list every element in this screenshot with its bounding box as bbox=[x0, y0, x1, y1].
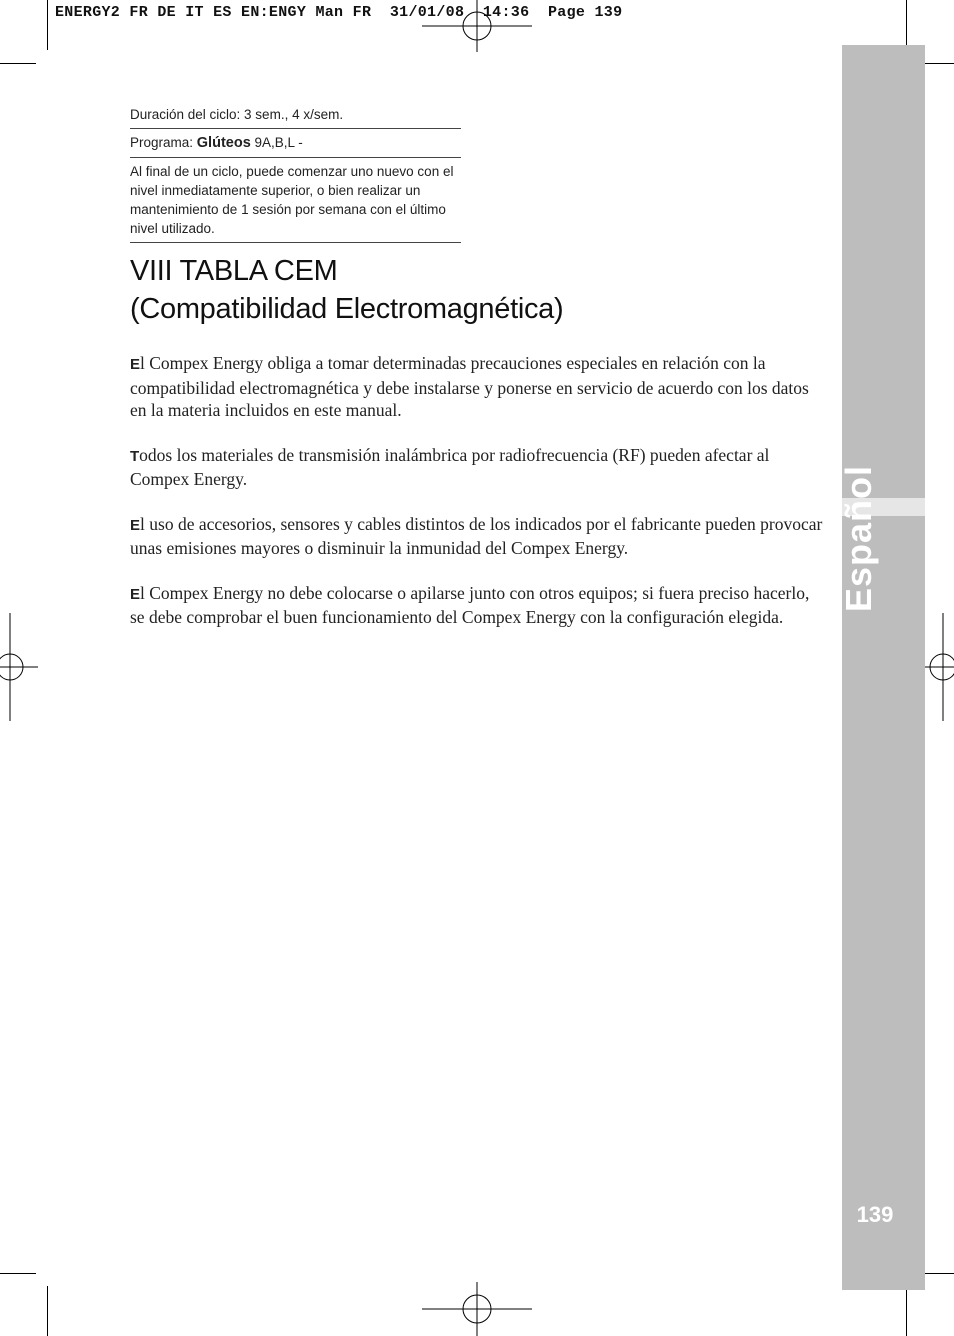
paragraph-text: odos los materiales de transmisión inalámbrica por radiofrecuencia (RF) pueden afectar al Compex Energy. bbox=[130, 444, 770, 489]
program-row bbox=[130, 129, 461, 158]
program-name: Glúteos bbox=[196, 135, 251, 151]
paragraph-text: l Compex Energy no debe colocarse o apilarse junto con otros equipos; si fuera preciso hacerlo, se debe comprobar el buen funcionamiento del Compex Energy con la configuración elegida. bbox=[130, 582, 810, 627]
paragraph bbox=[130, 352, 825, 422]
crop-mark bbox=[0, 1273, 36, 1274]
paragraph-initial: T bbox=[130, 447, 140, 465]
language-label: Español bbox=[838, 464, 879, 612]
section-heading-line-1: VIII TABLA CEM bbox=[130, 255, 338, 287]
registration-mark-icon bbox=[0, 613, 38, 721]
program-label: Programa: bbox=[130, 135, 197, 150]
paragraph bbox=[130, 582, 825, 629]
crop-mark bbox=[906, 1286, 907, 1336]
page-number: 139 bbox=[856, 1202, 894, 1227]
language-side-tab bbox=[842, 45, 925, 1290]
registration-mark-icon bbox=[422, 0, 532, 52]
crop-mark bbox=[0, 63, 36, 64]
crop-mark bbox=[47, 1286, 48, 1336]
paragraph-initial: E bbox=[130, 585, 141, 603]
paragraph bbox=[130, 444, 825, 491]
program-info-box bbox=[130, 104, 461, 243]
section-heading-line-2: (Compatibilidad Electromagnética) bbox=[130, 293, 564, 325]
crop-mark bbox=[47, 0, 48, 50]
cycle-duration: Duración del ciclo: 3 sem., 4 x/sem. bbox=[130, 104, 461, 129]
paragraph-text: l Compex Energy obliga a tomar determinadas precauciones especiales en relación con la compatibilidad electromagnética y debe instalarse y ponerse en servicio de acuerdo con los datos en la materia incluidos en este manual. bbox=[130, 353, 809, 420]
section-heading bbox=[130, 252, 810, 328]
cycle-note: Al final de un ciclo, puede comenzar uno nuevo con el nivel inmediatamente superior, o bien realizar un mantenimiento de 1 sesión por semana con el último nivel utilizado. bbox=[130, 158, 461, 243]
registration-mark-icon bbox=[422, 1282, 532, 1336]
body-text bbox=[130, 352, 825, 651]
print-slug: ENERGY2 FR DE IT ES EN:ENGY Man FR 31/01/08 14:36 Page 139 bbox=[55, 4, 623, 21]
paragraph-initial: E bbox=[130, 356, 141, 373]
crop-mark bbox=[906, 0, 907, 50]
paragraph bbox=[130, 513, 825, 560]
paragraph-initial: E bbox=[130, 516, 141, 534]
program-suffix: 9A,B,L - bbox=[250, 135, 303, 150]
paragraph-text: l uso de accesorios, sensores y cables distintos de los indicados por el fabricante pueden provocar unas emisiones mayores o disminuir la inmunidad del Compex Energy. bbox=[130, 513, 823, 558]
